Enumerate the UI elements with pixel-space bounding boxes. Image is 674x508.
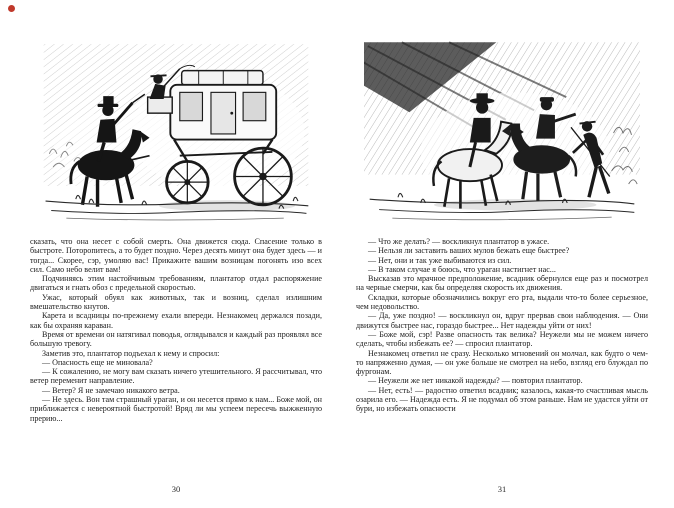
- paragraph: — Не здесь. Вон там страшный ураган, и он несется прямо к нам... Боже мой, он приближается с невероятной быстротой! Вряд ли мы успеем пересечь выжженную прерию...: [30, 395, 322, 423]
- horsemen-storm-illustration-svg: [364, 38, 640, 228]
- page-31-text: [356, 237, 648, 414]
- paragraph: Заметив это, плантатор подъехал к нему и спросил:: [42, 348, 220, 358]
- paragraph: — Нет, они и так уже выбиваются из сил.: [368, 255, 512, 265]
- paragraph: — Боже мой, сэр! Разве опасность так велика? Неужели мы не можем ничего сделать, чтобы избежать ее? — спросил плантатор.: [356, 329, 648, 349]
- paragraph: — Опасность еще не миновала?: [42, 357, 153, 367]
- page-left: [30, 38, 322, 496]
- paragraph: Высказав это мрачное предположение, всадник обернулся еще раз и посмотрел на черные смерчи, как бы определяя скорость их движения.: [356, 274, 648, 293]
- paragraph: Время от времени он натягивал поводья, оглядывался и каждый раз проявлял все большую тревогу.: [30, 329, 322, 349]
- front-wheel: [167, 161, 209, 203]
- stagecoach-illustration-svg: [38, 38, 314, 228]
- paragraph: — Ветер? Я не замечаю никакого ветра.: [42, 385, 180, 395]
- paragraph: Карета и всадницы по-прежнему ехали впереди. Незнакомец держался позади, как бы охраняя караван.: [30, 311, 322, 330]
- horsemen-storm-illustration: [356, 38, 648, 228]
- page-right: [356, 38, 648, 496]
- paragraph: Незнакомец ответил не сразу. Несколько мгновений он молчал, как будто о чем-то напряженно думая, — он уже больше не смотрел на небо, взгляд его блуждал по фургонам.: [356, 348, 648, 377]
- paragraph: Складки, которые обозначились вокруг его рта, выдали что-то более серьезное, чем недовольство.: [356, 292, 648, 312]
- paragraph: Подчиняясь этим настойчивым требованиям, плантатор отдал распоряжение двигаться и гнать обоз с предельной скоростью.: [30, 274, 322, 293]
- page-30-text: [30, 237, 322, 423]
- paragraph: — К сожалению, не могу вам сказать ничего утешительного. Я рассчитывал, что ветер переменит направление.: [30, 367, 322, 386]
- paragraph: Ужас, который обуял как животных, так и возниц, сделал излишним вмешательство кнутов.: [30, 292, 322, 312]
- stagecoach-illustration: [30, 38, 322, 228]
- page-number-left: 30: [171, 484, 181, 494]
- rear-wheel: [235, 148, 292, 205]
- red-corner-mark: [8, 5, 15, 12]
- paragraph: — Нельзя ли заставить ваших мулов бежать еще быстрее?: [368, 246, 570, 256]
- paragraph: — Неужели же нет никакой надежды? — повторил плантатор.: [368, 376, 583, 386]
- paragraph: — Что же делать? — воскликнул плантатор в ужасе.: [368, 237, 550, 246]
- paragraph: сказать, что она несет с собой смерть. Она движется сюда. Спасение только в быстроте. Поторопитесь, а то будет поздно. Через десять минут она будет здесь — и тогда... Скорее, сэр, умоляю вас! Прикажите вашим возницам погонять изо всех сил. Само небо велит вам!: [30, 237, 322, 274]
- page-number-right: 31: [497, 484, 507, 494]
- paragraph: — В таком случае я боюсь, что ураган настигнет нас...: [368, 264, 556, 274]
- paragraph: — Да, уже поздно! — воскликнул он, вдруг прервав свои наблюдения. — Они движутся быстрее нас, гораздо быстрее... Нет надежды уйти от них!: [356, 311, 648, 330]
- paragraph: — Нет, есть! — радостно ответил всадник; казалось, какая-то счастливая мысль озарила его. — Надежда есть. Я не подумал об этом раньше. Нам не удастся уйти от бури, но избежать опасности: [356, 385, 648, 414]
